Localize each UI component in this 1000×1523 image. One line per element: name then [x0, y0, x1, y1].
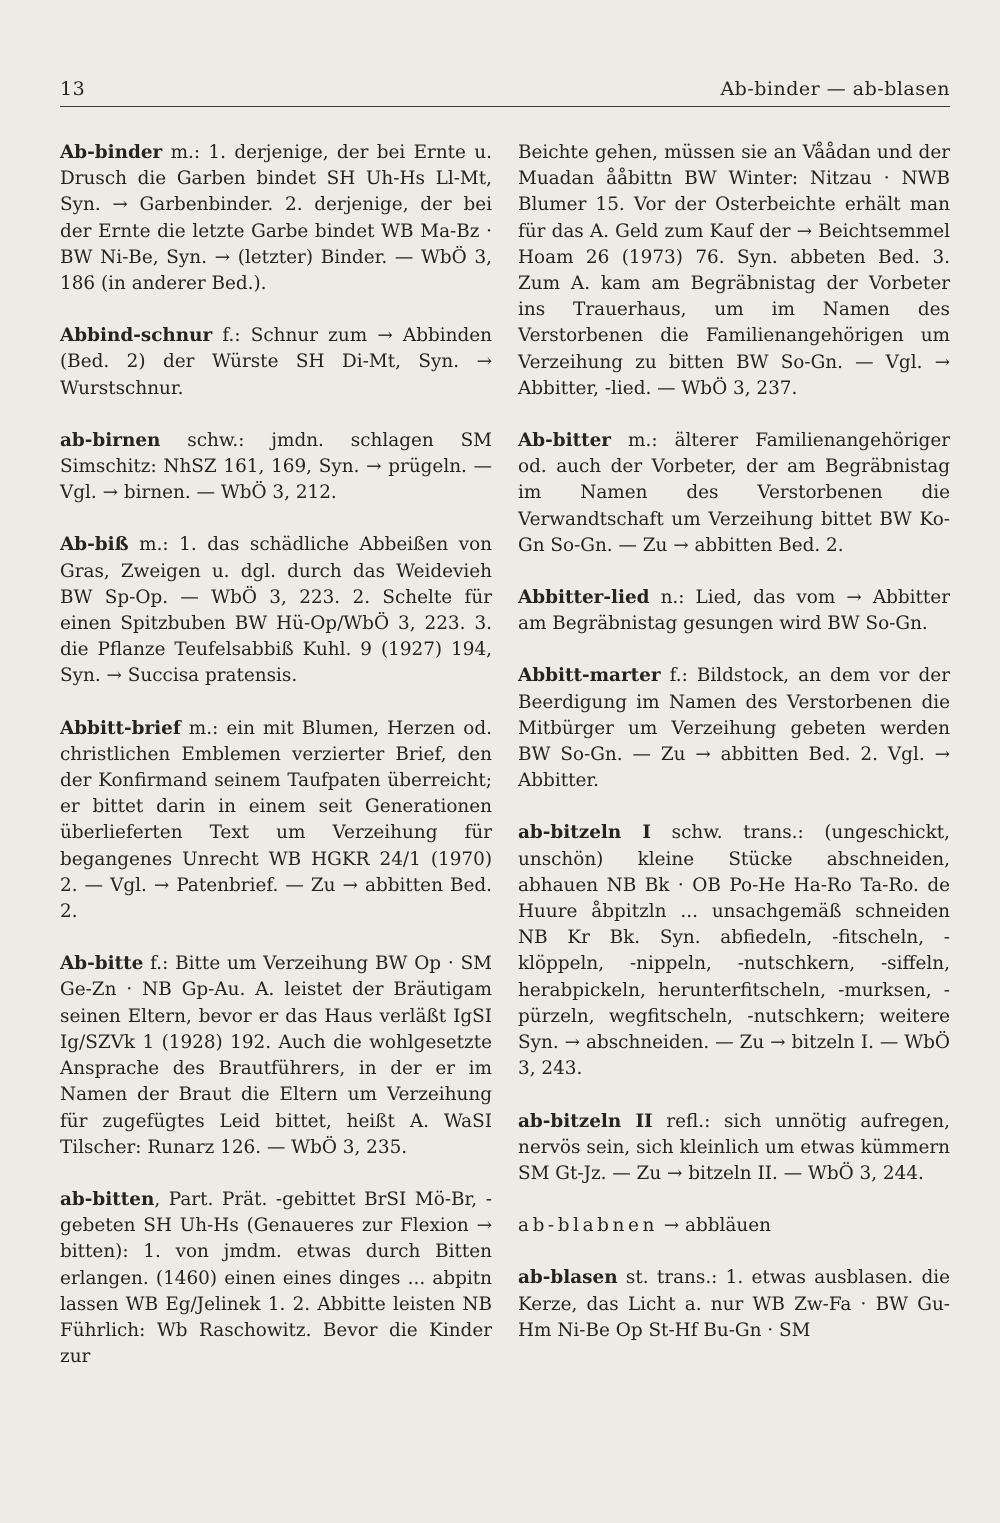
cross-reference-entry — [518, 1213, 950, 1239]
entry-text: m.: 1. derjenige, der bei Ernte u. Drusch die Garben bindet SH Uh-Hs Ll-Mt, Syn. → Garbenbinder. 2. derjenige, der bei der Ernte die letzte Garbe bindet WB Ma-Bz · BW Ni-Be, Syn. → (letzter) Binder. — WbÖ 3, 186 (in anderer Bed.). — [60, 142, 492, 295]
dictionary-entry — [518, 663, 950, 794]
entry-continuation: Beichte gehen, müssen sie an Våådan und der Muadan ååbittn BW Winter: Nitzau · NWB Blumer 15. Vor der Osterbeichte erhält man für das A. Geld zum Kauf der → Beichtsemmel Hoam 26 (1973) 76. Syn. abbeten Bed. 3. Zum A. kam am Begräbnistag der Vorbeter ins Trauerhaus, um im Namen des Verstorbenen die Familienangehörigen um Verzeihung zu bitten BW So-Gn. — Vgl. → Abbitter, -lied. — WbÖ 3, 237. — [518, 142, 950, 399]
right-column — [518, 140, 950, 1370]
entry-text: f.: Bitte um Verzeihung BW Op · SM Ge-Zn · NB Gp-Au. A. leistet der Bräutigam seinen Eltern, bevor er das Haus verläßt IgSI Ig/SZVk 1 (1928) 192. Auch die wohlgesetzte Ansprache des Brautführers, in der er im Namen der Braut die Eltern um Verzeihung für zugefügtes Leid bittet, heißt A. WaSI Tilscher: Runarz 126. — WbÖ 3, 235. — [60, 953, 492, 1158]
entry-text: m.: 1. das schädliche Abbeißen von Gras, Zweigen u. dgl. durch das Weidevieh BW Sp-Op. — WbÖ 3, 223. 2. Schelte für einen Spitzbuben BW Hü-Op/WbÖ 3, 223. 3. die Pflanze Teufelsabbiß Kuhl. 9 (1927) 194, Syn. → Succisa pratensis. — [60, 534, 492, 687]
entry-headword: Abbitter-lied — [518, 587, 650, 609]
entry-headword: Ab-bitter — [518, 430, 611, 452]
dictionary-entry — [60, 323, 492, 402]
entry-text: refl.: sich unnötig aufregen, nervös sein, sich kleinlich um etwas kümmern SM Gt-Jz. — Zu → bitzeln II. — WbÖ 3, 244. — [518, 1110, 951, 1184]
entry-text: f.: Bildstock, an dem vor der Beerdigung im Namen des Verstorbenen die Mitbürger um Verzeihung gebeten werden BW So-Gn. — Zu → abbitten Bed. 2. Vgl. → Abbitter. — [518, 665, 950, 792]
entry-text: st. trans.: 1. etwas ausblasen. die Kerze, das Licht a. nur WB Zw-Fa · BW Gu-Hm Ni-Be Op St-Hf Bu-Gn · SM — [518, 1267, 950, 1341]
dictionary-entry — [518, 1109, 950, 1188]
page-header — [60, 78, 950, 106]
page-number: 13 — [60, 78, 86, 100]
dictionary-entry — [60, 951, 492, 1161]
entry-text: n.: Lied, das vom → Abbitter am Begräbnistag gesungen wird BW So-Gn. — [518, 587, 950, 635]
entry-text: → abbläuen — [657, 1215, 771, 1237]
entry-headword: ab-blasen — [518, 1267, 618, 1289]
entry-text: m.: älterer Familienangehöriger od. auch der Vorbeter, der am Begräbnistag im Namen des Verstorbenen die Verwandtschaft um Verzeihung bittet BW Ko-Gn So-Gn. — Zu → abbitten Bed. 2. — [518, 430, 950, 556]
entry-text: schw. trans.: (ungeschickt, unschön) kleine Stücke abschneiden, abhauen NB Bk · OB Po-He Ha-Ro Ta-Ro. de Huure åbpitzln ... unsachgemäß schneiden NB Kr Bk. Syn. abfiedeln, -fitscheln, -klöppeln, -nippeln, -nutschkern, -siffeln, herabpickeln, herunterfitscheln, -murksen, -pürzeln, wegfitscheln, -nutschkern; weitere Syn. → abschneiden. — Zu → bitzeln I. — WbÖ 3, 243. — [518, 822, 950, 1080]
entry-headword: ab-blabnen — [518, 1215, 658, 1237]
dictionary-entry — [60, 140, 492, 297]
dictionary-entry — [60, 532, 492, 689]
dictionary-entry — [518, 428, 950, 559]
dictionary-entry — [60, 428, 492, 507]
entry-headword: ab-bitzeln II — [518, 1110, 653, 1132]
entry-headword: Ab-biß — [60, 534, 129, 556]
entry-headword: ab-bitzeln I — [518, 822, 652, 844]
dictionary-entry — [60, 716, 492, 926]
entry-text: , Part. Prät. -gebittet BrSI Mö-Br, -gebeten SH Uh-Hs (Genaueres zur Flexion → bitten): 1. von jmdm. etwas durch Bitten erlangen. (1460) einen eines dinges ... abpitn lassen WB Eg/Jelinek 1. 2. Abbitte leisten NB Führlich: Wb Raschowitz. Bevor die Kinder zur — [60, 1188, 492, 1368]
dictionary-entry — [518, 585, 950, 637]
entry-headword: Ab-binder — [60, 142, 163, 163]
entry-headword: Abbitt-brief — [60, 717, 181, 739]
entry-headword: Abbind-schnur — [60, 325, 213, 347]
header-rule — [60, 106, 950, 107]
left-column — [60, 140, 492, 1396]
entry-headword: ab-birnen — [60, 429, 161, 451]
entry-text: f.: Schnur zum → Abbinden (Bed. 2) der Würste SH Di-Mt, Syn. → Wurstschnur. — [60, 325, 492, 399]
entry-headword: Abbitt-marter — [518, 665, 661, 687]
entry-text: schw.: jmdn. schlagen SM Simschitz: NhSZ 161, 169, Syn. → prügeln. — Vgl. → birnen. — WbÖ 3, 212. — [60, 429, 492, 504]
entry-headword: Ab-bitte — [60, 953, 144, 975]
running-head: Ab-binder — ab-blasen — [720, 78, 950, 100]
dictionary-entry — [60, 1187, 492, 1370]
entry-headword: ab-bitten — [60, 1188, 155, 1210]
dictionary-entry — [518, 1265, 950, 1344]
entry-text: m.: ein mit Blumen, Herzen od. christlichen Emblemen verzierter Brief, den der Konfirmand seinem Taufpaten überreicht; er bittet darin in einem seit Generationen überlieferten Text um Verzeihung für begangenes Unrecht WB HGKR 24/1 (1970) 2. — Vgl. → Patenbrief. — Zu → abbitten Bed. 2. — [60, 717, 492, 923]
dictionary-entry — [518, 820, 950, 1082]
